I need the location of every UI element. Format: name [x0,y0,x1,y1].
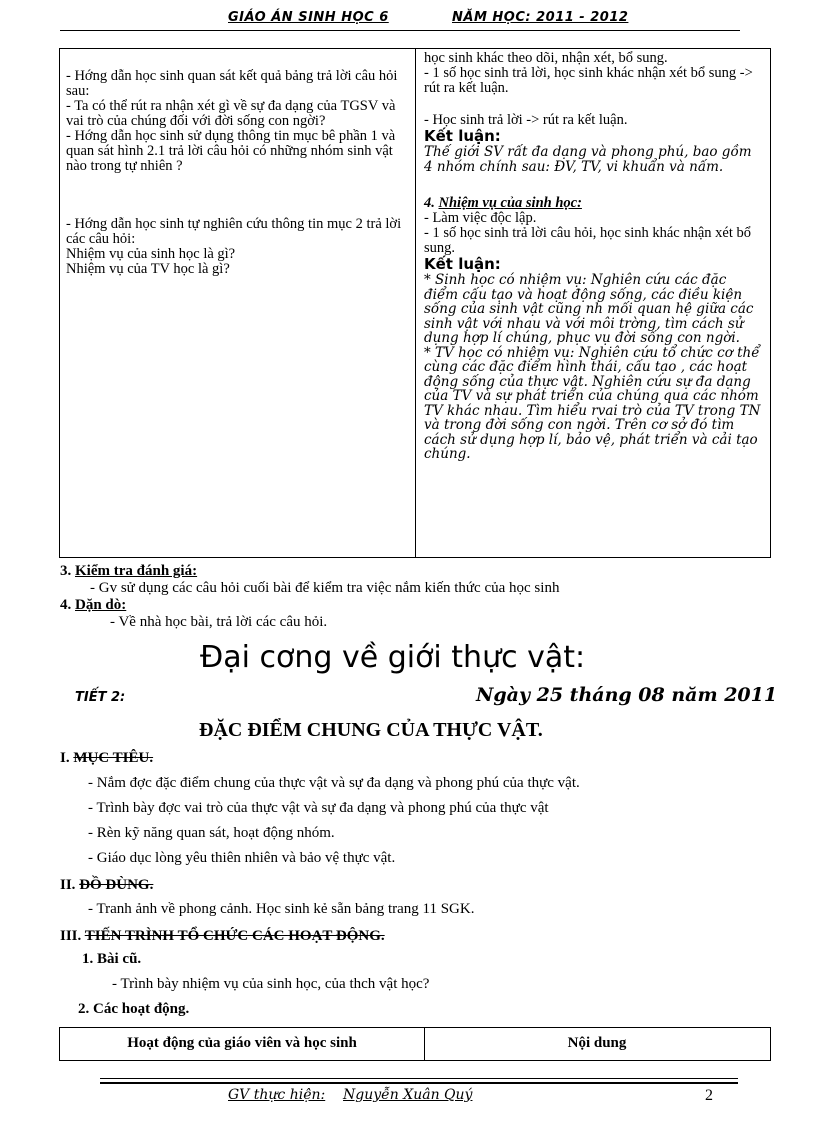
process-number: III. [60,928,82,944]
section-4-number: 4. [424,195,435,211]
process-title: TIẾN TRÌNH TỔ CHỨC CÁC HOẠT ĐỘNG. [84,928,385,944]
objective-item: - Trình bày đợc vai trò của thực vật và sự đa dạng và phong phú của thực vật [88,800,549,816]
left-para-2: - Ta có thể rút ra nhận xét gì về sự đa dạng của TGSV và vai trò của chúng đối với đời sống con ngời? [66,98,396,129]
old-lesson-question: - Trình bày nhiệm vụ của sinh học, của thch vật học? [112,976,430,992]
footer-teacher [228,1087,472,1103]
table-right-column [424,51,764,462]
table-left-column [66,69,410,277]
lesson-number: TIẾT 2: [75,690,126,705]
conclusion-text-2a: * Sinh học có nhiệm vụ: Nghiên cứu các đặc điểm cấu tạo và hoạt động sống, các điều kiện sống của sinh vật cũng nh mối quan hệ giữa các sinh vật với nhau và với môi trờng, tìm cách sử dụng hợp lí chúng, phục vụ đời sống con ngời. [424,272,754,346]
footer-rule-thick [100,1082,738,1084]
section-4b-text: - Về nhà học bài, trả lời các câu hỏi. [110,614,328,630]
table-divider [415,49,416,557]
section-4-title: Nhiệm vụ của sinh học: [438,195,582,211]
section-3-text: - Gv sử dụng các câu hỏi cuối bài để kiểm tra việc nắm kiến thức của học sinh [90,580,560,596]
objective-item: - Nắm đợc đặc điểm chung của thực vật và sự đa dạng và phong phú của thực vật. [88,775,580,791]
section-3-number: 3. [60,563,72,579]
left-para-4: - Hớng dẫn học sinh tự nghiên cứu thông tin mục 2 trả lời các câu hỏi: [66,216,402,247]
section-4b-heading [60,597,126,614]
column-header-content: Nội dung [567,1035,627,1051]
right-para-1: học sinh khác theo dõi, nhận xét, bổ sung. [424,50,668,66]
column-header-activities: Hoạt động của giáo viên và học sinh [127,1035,357,1051]
objectives-heading [60,750,153,767]
conclusion-text-1: Thế giới SV rất đa dạng và phong phú, bao gồm 4 nhóm chính sau: ĐV, TV, vi khuẩn và nấm. [424,144,752,175]
conclusion-label-2: Kết luận: [424,255,501,273]
right-para-5: - 1 số học sinh trả lời câu hỏi, học sinh khác nhận xét bổ sung. [424,225,752,256]
footer-rule [100,1078,738,1079]
objectives-number: I. [60,750,70,766]
lesson-title: ĐẶC ĐIỂM CHUNG CỦA THỰC VẬT. [199,719,543,741]
left-para-6: Nhiệm vụ của TV học là gì? [66,261,230,277]
right-para-3: - Học sinh trả lời -> rút ra kết luận. [424,112,628,128]
section-3-title: Kiểm tra đánh giá: [75,563,198,579]
section-3-heading [60,563,197,580]
header-subject: GIÁO ÁN SINH HỌC 6 [228,10,389,25]
section-4b-number: 4. [60,597,72,613]
old-lesson-heading: 1. Bài cũ. [82,951,142,967]
materials-title: ĐỒ DÙNG. [79,877,154,893]
objective-item: - Rèn kỹ năng quan sát, hoạt động nhóm. [88,825,335,841]
footer-label: GV thực hiện: [228,1087,326,1103]
materials-number: II. [60,877,76,893]
page-number: 2 [705,1087,713,1104]
right-para-4: - Làm việc độc lập. [424,210,537,226]
header-school-year: NĂM HỌC: 2011 - 2012 [452,10,629,25]
header-rule [60,30,740,31]
lesson-date: Ngày 25 tháng 08 năm 2011 [476,684,778,706]
process-heading [60,928,385,945]
left-para-3: - Hớng dẫn học sinh sử dụng thông tin mục bê phần 1 và quan sát hình 2.1 trả lời câu hỏi có những nhóm sinh vật nào trong tự nhiên ? [66,128,396,174]
section-4b-title: Dặn dò: [75,597,127,613]
right-para-2: - 1 số học sinh trả lời, học sinh khác nhận xét bổ sung -> rút ra kết luận. [424,65,753,96]
objective-item: - Giáo dục lòng yêu thiên nhiên và bảo vệ thực vật. [88,850,396,866]
materials-item: - Tranh ảnh về phong cảnh. Học sinh kẻ sẵn bảng trang 11 SGK. [88,901,475,917]
left-para-5: Nhiệm vụ của sinh học là gì? [66,246,236,262]
conclusion-label-1: Kết luận: [424,127,501,145]
activities-table-header [59,1027,771,1061]
left-para-1: - Hớng dẫn học sinh quan sát kết quả bảng trả lời câu hỏi sau: [66,68,398,99]
conclusion-text-2b: * TV học có nhiệm vụ: Nghiên cứu tổ chức cơ thể cùng các đặc điểm hình thái, cấu tạo , các hoạt động sống của thực vật. Nghiên cứu sự đa dạng của TV và sự phát triển của chúng qua các nhóm TV khác nhau. Tìm hiểu rvai trò của TV trong TN và trong đời sống con ngời. Trên cơ sở đó tìm cách sử dụng hợp lí, bảo vệ, phát triển và cải tạo chúng. [424,344,761,462]
materials-heading [60,877,153,894]
activity-table [59,48,771,558]
activities-heading: 2. Các hoạt động. [78,1001,190,1017]
footer-teacher-name: Nguyễn Xuân Quý [343,1087,473,1103]
section-4-heading [424,196,764,211]
chapter-title: Đại cơng về giới thực vật: [200,640,586,675]
objectives-title: MỤC TIÊU. [73,750,154,766]
